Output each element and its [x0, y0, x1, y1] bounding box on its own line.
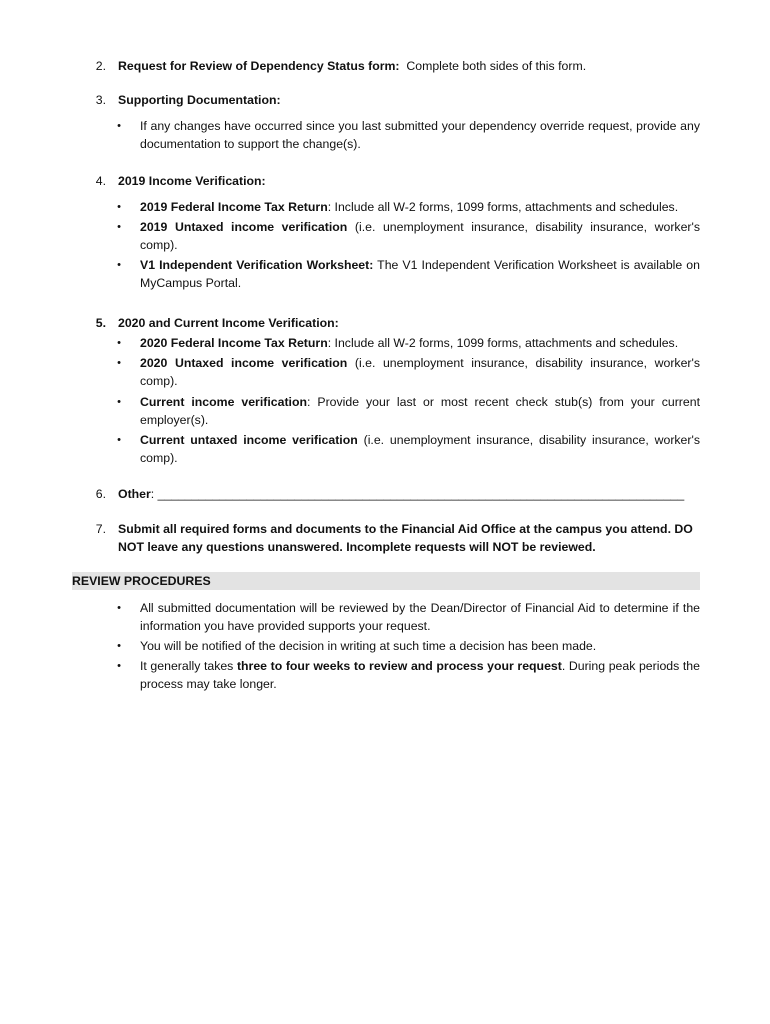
item-4-bullet-1: 2019 Federal Income Tax Return: Include all W-2 forms, 1099 forms, attachments and schedules. [140, 200, 679, 214]
item-number-6: 6. [95, 487, 106, 501]
item-number-3: 3. [95, 93, 106, 107]
item-5-bullet-3: Current income verification: Provide your last or most recent check stub(s) from your current employer(s). [140, 395, 701, 427]
item-4-heading: 2019 Income Verification: [118, 174, 266, 188]
item-2-description: Complete both sides of this form. [406, 59, 587, 73]
item-5-bullet-1: 2020 Federal Income Tax Return: Include all W-2 forms, 1099 forms, attachments and schedules. [140, 336, 679, 350]
review-bullet-2: You will be notified of the decision in writing at such time a decision has been made. [140, 639, 597, 653]
item-4-bullet-3: V1 Independent Verification Worksheet: The V1 Independent Verification Worksheet is available on MyCampus Portal. [140, 258, 700, 290]
item-4-bullet-2: 2019 Untaxed income verification (i.e. unemployment insurance, disability insurance, worker's comp). [140, 220, 700, 252]
item-3-bullet-1: If any changes have occurred since you last submitted your dependency override request, provide any documentation to support the change(s). [140, 119, 700, 151]
bullet-icon: • [117, 434, 121, 446]
bullet-icon: • [117, 357, 121, 369]
item-5-bullet-4: Current untaxed income verification (i.e. unemployment insurance, disability insurance, worker's comp). [140, 433, 700, 465]
bullet-icon: • [117, 660, 121, 672]
bullet-icon: • [117, 259, 121, 271]
review-bullet-1: All submitted documentation will be reviewed by the Dean/Director of Financial Aid to determine if the information you have provided supports your request. [140, 601, 700, 633]
item-2-text [118, 58, 700, 76]
item-6-other-field[interactable]: Other: _____________________________________________________________________________ [118, 487, 685, 501]
item-number-4: 4. [95, 174, 106, 188]
item-number-5: 5. [95, 316, 106, 330]
bullet-icon: • [117, 201, 121, 213]
bullet-icon: • [117, 640, 121, 652]
review-procedures-header [72, 572, 700, 590]
section-title: REVIEW PROCEDURES [72, 574, 211, 588]
item-7-text: Submit all required forms and documents to the Financial Aid Office at the campus you attend. DO NOT leave any questions unanswered. Incomplete requests will NOT be reviewed. [118, 522, 693, 554]
bullet-icon: • [117, 602, 121, 614]
bullet-icon: • [117, 221, 121, 233]
item-number-2: 2. [95, 59, 106, 73]
bullet-icon: • [117, 396, 121, 408]
review-bullet-3: It generally takes three to four weeks to review and process your request. During peak periods the process may take longer. [140, 659, 700, 691]
bullet-icon: • [117, 337, 121, 349]
item-number-7: 7. [95, 522, 106, 536]
item-3-heading: Supporting Documentation: [118, 93, 281, 107]
item-2-label: Request for Review of Dependency Status form: [118, 59, 400, 73]
item-5-bullet-2: 2020 Untaxed income verification (i.e. unemployment insurance, disability insurance, worker's comp). [140, 356, 700, 388]
bullet-icon: • [117, 120, 121, 132]
item-5-heading: 2020 and Current Income Verification: [118, 316, 339, 330]
